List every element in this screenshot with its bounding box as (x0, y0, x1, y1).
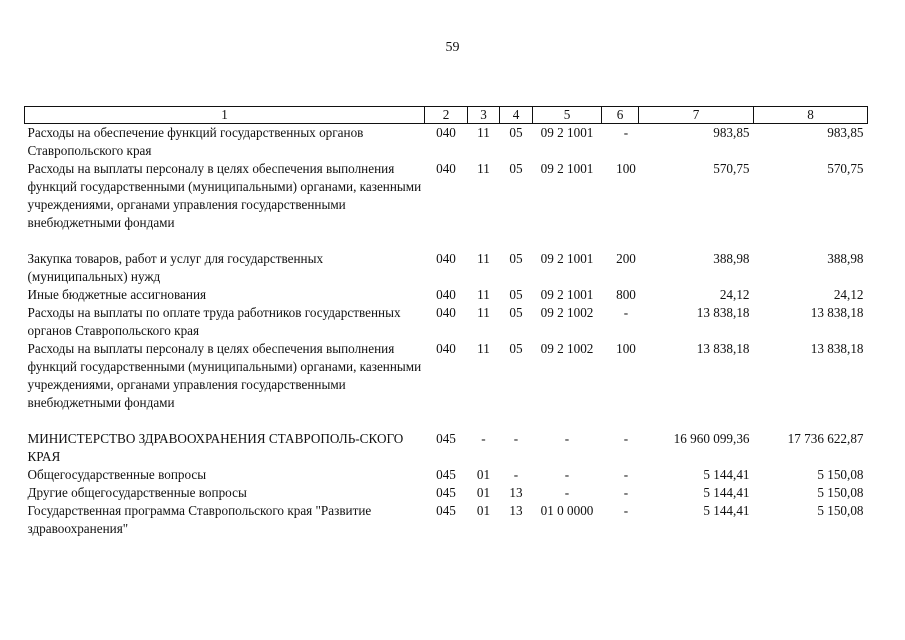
expense-type-code: - (623, 503, 629, 518)
column-header: 3 (468, 107, 500, 124)
expense-type-code: 200 (616, 251, 636, 266)
expense-type-code: 100 (616, 341, 636, 356)
ministry-code: 040 (436, 341, 456, 356)
expense-type-code: - (623, 431, 629, 446)
expense-type-code: - (623, 125, 629, 140)
ministry-code: 040 (436, 305, 456, 320)
ministry-code: 040 (436, 287, 456, 302)
table-row (25, 466, 868, 484)
row-description: Общегосударственные вопросы (27, 467, 207, 482)
expense-type-code: 800 (616, 287, 636, 302)
subsection-code: - (513, 467, 519, 482)
amount-col-7: 13 838,18 (696, 305, 750, 320)
target-article-code: 01 0 0000 (540, 503, 594, 518)
amount-col-7: 570,75 (713, 161, 750, 176)
table-row (25, 250, 868, 286)
target-article-code: 09 2 1002 (540, 341, 594, 356)
ministry-code: 045 (436, 467, 456, 482)
column-header: 5 (533, 107, 602, 124)
amount-col-8: 5 150,08 (817, 485, 864, 500)
row-description: Расходы на обеспечение функций государственных органов Ставропольского края (27, 125, 364, 158)
target-article-code: 09 2 1001 (540, 125, 594, 140)
section-code: 11 (477, 341, 490, 356)
expense-type-code: - (623, 305, 629, 320)
amount-col-8: 17 736 622,87 (787, 431, 864, 446)
spacer-cell (25, 412, 868, 430)
row-description: Расходы на выплаты по оплате труда работников государственных органов Ставропольского края (27, 305, 401, 338)
amount-col-7: 5 144,41 (703, 503, 750, 518)
spacer-cell (25, 232, 868, 250)
table-row (25, 286, 868, 304)
section-code: 11 (477, 287, 490, 302)
subsection-code: 13 (509, 503, 523, 518)
subsection-code: 13 (509, 485, 523, 500)
table-row (25, 484, 868, 502)
page-number: 59 (445, 40, 460, 55)
target-article-code: 09 2 1001 (540, 251, 594, 266)
table-header-row (25, 107, 868, 124)
target-article-code: - (564, 485, 570, 500)
row-description: Иные бюджетные ассигнования (27, 287, 207, 302)
ministry-code: 045 (436, 431, 456, 446)
row-description: Расходы на выплаты персоналу в целях обеспечения выполнения функций государственными (муниципальными) органами, казенными учреждениями, органами управления государственными внебюджетными фондами (27, 341, 422, 410)
amount-col-8: 5 150,08 (817, 503, 864, 518)
section-code: 01 (476, 503, 491, 518)
table-row (25, 430, 868, 466)
subsection-code: 05 (509, 251, 523, 266)
amount-col-8: 5 150,08 (817, 467, 864, 482)
column-header: 2 (425, 107, 468, 124)
table-row (25, 340, 868, 412)
section-code: 11 (477, 161, 490, 176)
expense-type-code: 100 (616, 161, 636, 176)
ministry-code: 040 (436, 251, 456, 266)
subsection-code: - (513, 431, 519, 446)
section-code: 11 (477, 125, 490, 140)
row-description: Государственная программа Ставропольского края "Развитие здравоохранения" (27, 503, 372, 536)
column-header: 6 (602, 107, 639, 124)
section-code: - (481, 431, 486, 446)
table-row (25, 502, 868, 538)
target-article-code: - (564, 431, 570, 446)
amount-col-8: 983,85 (827, 125, 864, 140)
subsection-code: 05 (509, 341, 523, 356)
amount-col-7: 5 144,41 (703, 467, 750, 482)
amount-col-8: 388,98 (827, 251, 864, 266)
budget-table (24, 106, 868, 538)
spacer-row (25, 412, 868, 430)
subsection-code: 05 (509, 305, 523, 320)
section-code: 01 (476, 467, 491, 482)
amount-col-8: 13 838,18 (810, 341, 864, 356)
subsection-code: 05 (509, 287, 523, 302)
column-header: 4 (500, 107, 533, 124)
target-article-code: 09 2 1001 (540, 287, 594, 302)
column-header: 1 (25, 107, 425, 124)
amount-col-7: 24,12 (719, 287, 750, 302)
subsection-code: 05 (509, 125, 523, 140)
table-row (25, 124, 868, 161)
amount-col-8: 570,75 (827, 161, 864, 176)
row-description: Другие общегосударственные вопросы (27, 485, 247, 500)
target-article-code: 09 2 1001 (540, 161, 594, 176)
amount-col-8: 24,12 (833, 287, 864, 302)
target-article-code: 09 2 1002 (540, 305, 594, 320)
expense-type-code: - (623, 467, 629, 482)
table-row (25, 160, 868, 232)
ministry-code: 040 (436, 161, 456, 176)
ministry-code: 045 (436, 485, 456, 500)
subsection-code: 05 (509, 161, 523, 176)
ministry-code: 040 (436, 125, 456, 140)
ministry-code: 045 (436, 503, 456, 518)
amount-col-7: 16 960 099,36 (673, 431, 750, 446)
table-row (25, 304, 868, 340)
section-code: 01 (476, 485, 491, 500)
section-code: 11 (477, 251, 490, 266)
spacer-row (25, 232, 868, 250)
row-description: Закупка товаров, работ и услуг для государственных (муниципальных) нужд (27, 251, 324, 284)
amount-col-7: 13 838,18 (696, 341, 750, 356)
column-header: 8 (754, 107, 868, 124)
section-code: 11 (477, 305, 490, 320)
amount-col-8: 13 838,18 (810, 305, 864, 320)
amount-col-7: 388,98 (713, 251, 750, 266)
row-description: МИНИСТЕРСТВО ЗДРАВООХРАНЕНИЯ СТАВРОПОЛЬ-СКОГО КРАЯ (27, 431, 404, 464)
amount-col-7: 5 144,41 (703, 485, 750, 500)
expense-type-code: - (623, 485, 629, 500)
target-article-code: - (564, 467, 570, 482)
amount-col-7: 983,85 (713, 125, 750, 140)
column-header: 7 (639, 107, 754, 124)
row-description: Расходы на выплаты персоналу в целях обеспечения выполнения функций государственными (муниципальными) органами, казенными учреждениями, органами управления государственными внебюджетными фондами (27, 161, 422, 230)
